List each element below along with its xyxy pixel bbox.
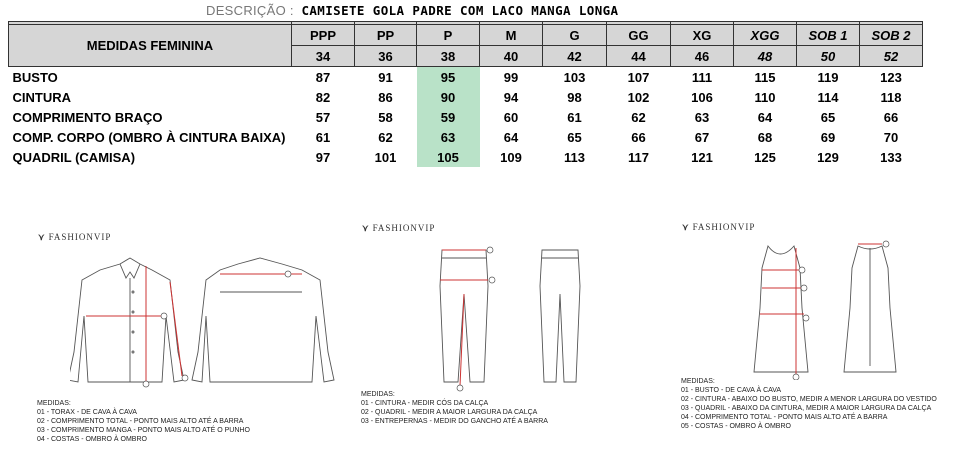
size-header: P <box>417 25 480 46</box>
note-item: 03 - QUADRIL - ABAIXO DA CINTURA, MEDIR A MAIOR LARGURA DA CALÇA <box>681 405 932 412</box>
table-title: MEDIDAS FEMININA <box>9 25 292 67</box>
cell: 58 <box>378 109 393 125</box>
cell: 98 <box>567 89 582 105</box>
cell: 67 <box>694 129 710 145</box>
cell: 113 <box>564 149 585 165</box>
size-number: 42 <box>543 46 607 67</box>
brand-logo: ⋎ FASHIONVIP <box>362 223 436 233</box>
dress-notes <box>681 377 937 431</box>
cell: 91 <box>378 69 393 85</box>
size-header: GG <box>607 25 671 46</box>
product-name: CAMISETE GOLA PADRE COM LACO MANGA LONGA <box>301 3 619 18</box>
pants-diagram <box>430 244 590 394</box>
cell-highlighted: 90 <box>417 87 480 107</box>
cell-highlighted: 63 <box>417 127 480 147</box>
shirt-notes <box>37 399 250 444</box>
note-item: 02 - CINTURA - ABAIXO DO BUSTO, MEDIR A MENOR LARGURA DO VESTIDO <box>681 396 937 403</box>
table-row <box>9 127 923 147</box>
note-item: 01 - TORAX - DE CAVA À CAVA <box>37 409 137 416</box>
cell: 115 <box>754 69 776 85</box>
cell: 62 <box>378 129 393 145</box>
row-label: QUADRIL (CAMISA) <box>12 149 136 165</box>
cell: 103 <box>563 69 586 85</box>
cell: 60 <box>503 109 519 125</box>
pants-notes <box>361 390 548 426</box>
cell-highlighted: 105 <box>417 147 480 167</box>
size-number: 52 <box>860 46 923 67</box>
size-table <box>8 21 923 167</box>
size-number: 38 <box>417 46 480 67</box>
cell: 65 <box>567 129 582 145</box>
note-item: 02 - QUADRIL - MEDIR A MAIOR LARGURA DA CALÇA <box>361 409 538 416</box>
size-number: 46 <box>671 46 734 67</box>
cell: 106 <box>691 89 713 105</box>
cell: 61 <box>567 109 582 125</box>
size-header: SOB 2 <box>860 25 923 46</box>
cell: 70 <box>883 129 899 145</box>
note-item: 03 - ENTREPERNAS - MEDIR DO GANCHO ATÉ A BARRA <box>361 418 548 425</box>
cell: 86 <box>378 89 393 105</box>
shirt-diagram <box>70 252 340 402</box>
cell: 114 <box>817 89 839 105</box>
cell: 111 <box>691 69 713 85</box>
notes-title: MEDIDAS: <box>361 391 395 398</box>
cell: 66 <box>631 129 646 145</box>
table-row <box>9 67 923 88</box>
cell: 133 <box>880 149 902 165</box>
cell: 102 <box>627 89 650 105</box>
notes-title: MEDIDAS: <box>681 378 715 385</box>
cell: 66 <box>883 109 899 125</box>
note-item: 03 - COMPRIMENTO MANGA - PONTO MAIS ALTO ATÉ O PUNHO <box>37 427 250 434</box>
brand-name: FASHIONVIP <box>372 223 436 233</box>
size-number: 40 <box>480 46 543 67</box>
size-number: 48 <box>734 46 797 67</box>
cell: 109 <box>500 149 522 165</box>
cell: 68 <box>757 129 773 145</box>
note-item: 01 - CINTURA - MEDIR CÓS DA CALÇA <box>361 400 489 407</box>
cell: 107 <box>627 69 650 85</box>
size-number: 50 <box>797 46 860 67</box>
cell: 82 <box>315 89 331 105</box>
cell-highlighted: 59 <box>417 107 480 127</box>
cell: 129 <box>817 149 839 165</box>
size-number: 36 <box>355 46 417 67</box>
brand-logo: ⋎ FASHIONVIP <box>38 232 112 242</box>
row-label: BUSTO <box>12 69 58 85</box>
cell: 118 <box>880 89 902 105</box>
notes-title: MEDIDAS: <box>37 400 71 407</box>
row-label: CINTURA <box>12 89 71 105</box>
row-label: COMPRIMENTO BRAÇO <box>12 109 163 125</box>
cell: 64 <box>757 109 773 125</box>
cell: 57 <box>315 109 331 125</box>
size-number: 44 <box>607 46 671 67</box>
cell: 87 <box>315 69 331 85</box>
cell: 65 <box>820 109 836 125</box>
description-label: DESCRIÇÃO : <box>206 3 294 18</box>
size-header: PP <box>355 25 417 46</box>
note-item: 02 - COMPRIMENTO TOTAL - PONTO MAIS ALTO ATÉ A BARRA <box>37 418 244 425</box>
size-header: G <box>543 25 607 46</box>
size-number: 34 <box>292 46 355 67</box>
cell: 119 <box>817 69 839 85</box>
note-item: 04 - COSTAS - OMBRO À OMBRO <box>37 436 147 443</box>
size-header: M <box>480 25 543 46</box>
table-row <box>9 87 923 107</box>
size-header: XG <box>671 25 734 46</box>
cell: 110 <box>754 89 776 105</box>
cell-highlighted: 95 <box>417 67 480 88</box>
description-line <box>206 3 618 18</box>
cell: 64 <box>503 129 519 145</box>
cell: 101 <box>374 149 397 165</box>
table-row <box>9 107 923 127</box>
size-header: SOB 1 <box>797 25 860 46</box>
brand-name: FASHIONVIP <box>48 232 112 242</box>
cell: 117 <box>628 149 649 165</box>
cell: 99 <box>503 69 519 85</box>
dress-diagram <box>750 238 920 380</box>
note-item: 05 - COSTAS - OMBRO À OMBRO <box>681 423 791 430</box>
cell: 63 <box>694 109 710 125</box>
note-item: 04 - COMPRIMENTO TOTAL - PONTO MAIS ALTO ATÉ A BARRA <box>681 414 888 421</box>
note-item: 01 - BUSTO - DE CAVA À CAVA <box>681 387 782 394</box>
table-row <box>9 147 923 167</box>
size-header: PPP <box>292 25 355 46</box>
row-label: COMP. CORPO (OMBRO À CINTURA BAIXA) <box>12 129 286 145</box>
brand-logo: ⋎ FASHIONVIP <box>682 222 756 232</box>
cell: 62 <box>631 109 646 125</box>
cell: 69 <box>820 129 836 145</box>
cell: 97 <box>315 149 331 165</box>
cell: 123 <box>880 69 902 85</box>
cell: 94 <box>503 89 519 105</box>
cell: 61 <box>315 129 331 145</box>
cell: 125 <box>754 149 776 165</box>
size-header: XGG <box>734 25 797 46</box>
cell: 121 <box>691 149 713 165</box>
brand-name: FASHIONVIP <box>692 222 756 232</box>
